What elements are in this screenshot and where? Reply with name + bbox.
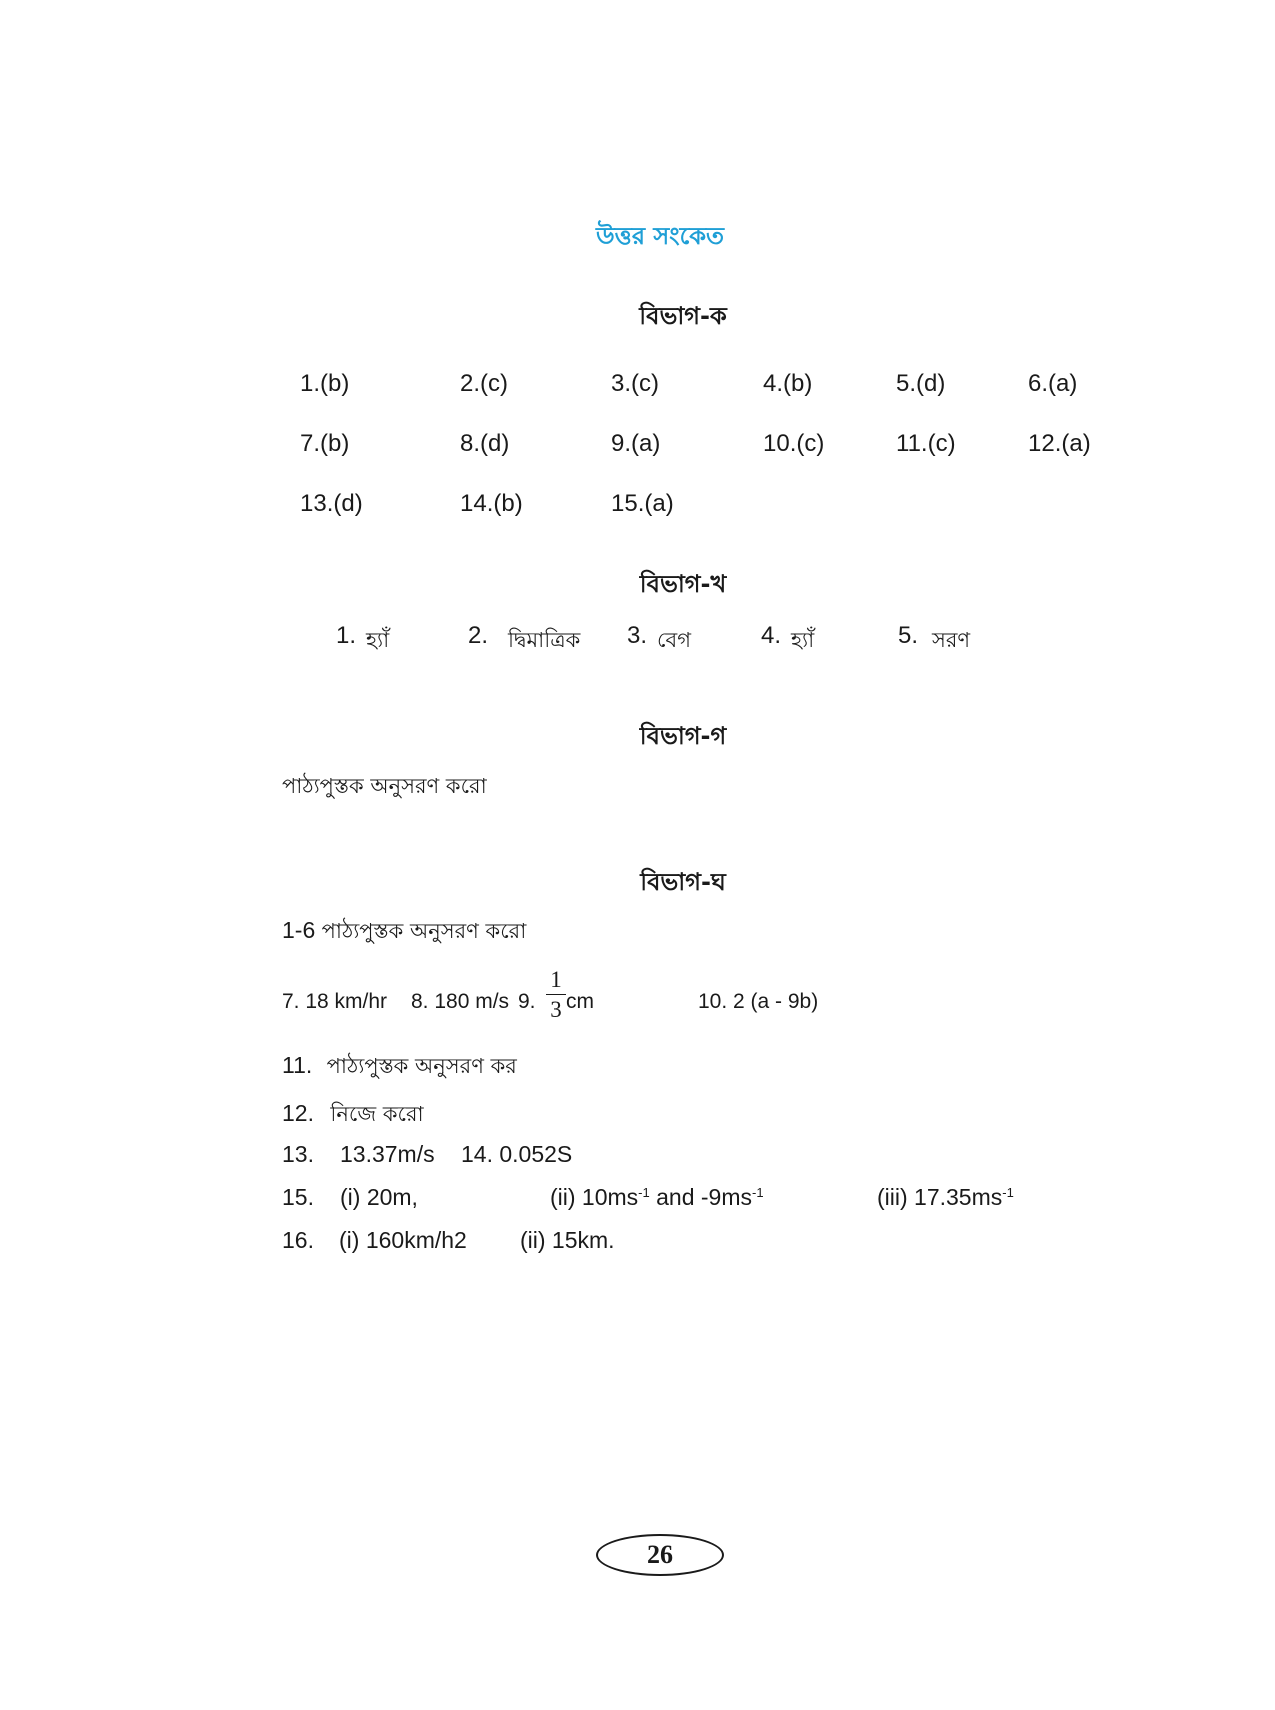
fraction-denominator: 3	[550, 997, 562, 1022]
gha-line-2b: 8. 180 m/s	[411, 990, 510, 1013]
answer-item: 6.(a)	[1028, 370, 1078, 397]
answer-item-text: হ্যাঁ	[366, 628, 390, 652]
gha-line-6-number: 15.	[282, 1184, 314, 1210]
section-ga-heading: বিভাগ-গ	[639, 722, 727, 750]
gha-line-3	[282, 1050, 517, 1085]
answer-item-text: বেগ	[657, 628, 691, 652]
gha-line-4	[282, 1098, 424, 1133]
gha-line-6c	[877, 1184, 1014, 1211]
answer-item: 1.(b)	[300, 370, 350, 397]
gha-line-1-number: 1-6	[282, 917, 316, 943]
gha-line-5-number: 13.	[282, 1141, 314, 1167]
answer-item: 13.(d)	[300, 490, 363, 517]
superscript: -1	[638, 1185, 650, 1200]
answer-item: 7.(b)	[300, 430, 350, 457]
answer-item: 14.(b)	[460, 490, 523, 517]
gha-line-7a: (i) 160km/h2	[339, 1227, 467, 1253]
section-kha-heading: বিভাগ-খ	[639, 570, 727, 598]
answer-item: 11.(c)	[896, 430, 956, 457]
gha-line-7-number: 16.	[282, 1227, 314, 1253]
fraction-numerator: 1	[550, 967, 562, 992]
answer-item-number: 4.	[761, 622, 782, 649]
gha-line-1-text: পাঠ্যপুস্তক অনুসরণ করো	[321, 919, 527, 943]
gha-line-6b	[550, 1184, 764, 1211]
gha-line-3-number: 11.	[282, 1052, 313, 1078]
answer-item: 3.(c)	[611, 370, 659, 397]
fraction-bar	[546, 994, 566, 995]
answer-item-text: সরণ	[932, 628, 971, 652]
gha-line-7b: (ii) 15km.	[520, 1227, 615, 1253]
gha-line-2c-number: 9.	[518, 990, 536, 1013]
fraction-one-third	[546, 968, 566, 1021]
gha-line-2c-unit: cm	[566, 990, 594, 1013]
answer-item: 2.(c)	[460, 370, 508, 397]
gha-line-6b-part2: and -9ms	[649, 1184, 752, 1210]
answer-item-number: 1.	[336, 622, 357, 649]
answer-item-number: 5.	[898, 622, 919, 649]
gha-line-6a: (i) 20m,	[340, 1184, 418, 1210]
answer-item: 10.(c)	[763, 430, 825, 457]
answer-item-number: 3.	[627, 622, 648, 649]
superscript: -1	[752, 1185, 764, 1200]
gha-line-4-text: নিজে করো	[330, 1102, 424, 1126]
gha-line-4-number: 12.	[282, 1100, 314, 1126]
page-number: 26	[596, 1534, 724, 1576]
gha-line-6c-text: (iii) 17.35ms	[877, 1184, 1003, 1210]
section-ka-heading: বিভাগ-ক	[639, 302, 727, 330]
answer-item-number: 2.	[468, 622, 489, 649]
answer-item: 5.(d)	[896, 370, 946, 397]
gha-line-1	[282, 915, 526, 950]
answer-item-text: হ্যাঁ	[791, 628, 815, 652]
gha-line-3-text: পাঠ্যপুস্তক অনুসরণ কর	[326, 1054, 517, 1078]
superscript: -1	[1002, 1185, 1014, 1200]
answer-item: 9.(a)	[611, 430, 661, 457]
answer-item: 12.(a)	[1028, 430, 1091, 457]
gha-line-5b: 14. 0.052S	[461, 1141, 573, 1167]
section-gha-heading: বিভাগ-ঘ	[640, 868, 726, 896]
answer-item: 15.(a)	[611, 490, 674, 517]
gha-line-5a: 13.37m/s	[340, 1141, 435, 1167]
gha-line-6b-part1: (ii) 10ms	[550, 1184, 639, 1210]
gha-line-2a: 7. 18 km/hr	[282, 990, 388, 1013]
answer-item-text: দ্বিমাত্রিক	[508, 628, 581, 652]
section-ga-text: পাঠ্যপুস্তক অনুসরণ করো	[282, 774, 487, 798]
gha-line-2d: 10. 2 (a - 9b)	[698, 990, 819, 1013]
answer-item: 4.(b)	[763, 370, 813, 397]
page-title: উত্তর সংকেত	[595, 222, 725, 250]
answer-item: 8.(d)	[460, 430, 510, 457]
